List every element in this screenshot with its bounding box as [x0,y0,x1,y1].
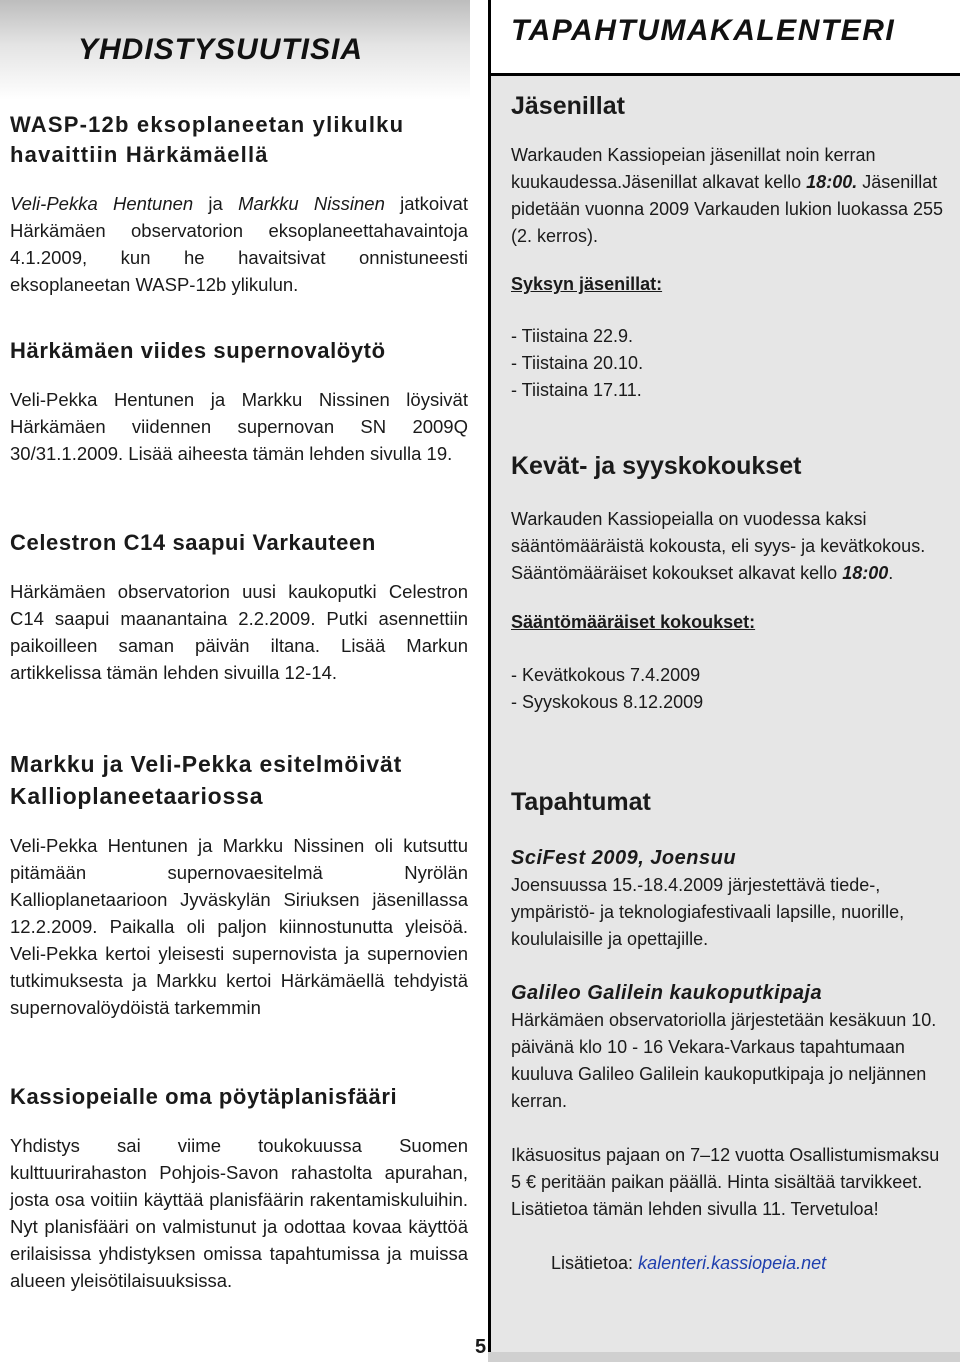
section-body: Warkauden Kassiopeialla on vuodessa kaksi sääntömääräistä kokousta, eli syys- ja kevätkokous. Sääntömääräiset kokoukset alkavat kello 18:00. [511,509,926,583]
article-body: Veli-Pekka Hentunen ja Markku Nissinen oli kutsuttu pitämään supernovaesitelmä Nyrölän Kallioplanetaarioon Jyväskylän Siriuksen jäsenillassa 12.2.2009. Paikalla oli paljon kiinnostunutta yleisöä. Veli-Pekka kertoi yleisesti supernovista ja supernovien tutkimuksesta ja Markku kertoi Härkämäellä tehdyistä supernovalöydöistä tarkemmin [10,835,468,1018]
section-heading: Kevät- ja syyskokoukset [511,452,802,480]
article-supernova [10,336,468,467]
info-line: Lisätietoa: kalenteri.kassiopeia.net [551,1253,827,1273]
event-body: Joensuussa 15.-18.4.2009 järjestettävä tiede-, ympäristö- ja teknologiafestivaali lapsille, nuorille, koululaisille ja opettajille. [511,875,905,949]
article-title: Markku ja Veli-Pekka esitelmöivät Kallioplaneetaariossa [10,751,403,809]
page-number: 5 [475,1336,487,1358]
article-esitelma [10,748,468,1021]
article-title: WASP-12b eksoplaneetan ylikulku havaittiin Härkämäellä [10,112,405,167]
event-body: Härkämäen observatoriolla järjestetään kesäkuun 10. päivänä klo 10 - 16 Vekara-Varkaus tapahtumaan kuuluva Galileo Galilein kaukoputkipaja jo neljännen kerran. [511,1010,937,1111]
calendar-title: TAPAHTUMAKALENTERI [511,14,896,47]
article-planisfaari [10,1082,468,1294]
event-body: Ikäsuositus pajaan on 7–12 vuotta Osallistumismaksu 5 € peritään paikan päällä. Hinta sisältää tarvikkeet. Lisätietoa tämän lehden sivulla 11. Tervetuloa! [511,1145,940,1219]
article-wasp [10,110,468,298]
article-title: Celestron C14 saapui Varkauteen [10,530,376,555]
article-body: Veli-Pekka Hentunen ja Markku Nissinen löysivät Härkämäen viidennen supernovan SN 2009Q 30/31.1.2009. Lisää aiheesta tämän lehden sivulla 19. [10,389,468,464]
article-body: Yhdistys sai viime toukokuussa Suomen kulttuurirahaston Pohjois-Savon rahastolta apurahan, josta osa voitiin käyttää planisfäärin rakentamiskuluihin. Nyt planisfääri on valmistunut ja odottaa kovaa käyttöä erilaisissa yhdistyksen omissa tapahtumissa ja muissa alueen yleisötilaisuuksissa. [10,1135,468,1291]
list-item: - Tiistaina 20.10. [511,353,644,373]
section-subtitle: Sääntömääräiset kokoukset: [511,612,756,632]
kokoukset-section [511,450,943,716]
article-title: Kassiopeialle oma pöytäplanisfääri [10,1084,398,1109]
article-title: Härkämäen viides supernovalöytö [10,338,386,363]
section-heading: Tapahtumat [511,788,651,816]
section-subtitle: Syksyn jäsenillat: [511,274,663,294]
article-celestron [10,528,468,686]
event-title: SciFest 2009, Joensuu [511,847,737,869]
section-header [0,0,470,100]
list-item: - Tiistaina 17.11. [511,380,642,400]
article-body: Härkämäen observatorion uusi kaukoputki Celestron C14 saapui maanantaina 2.2.2009. Putki asennettiin paikoilleen saman päivän iltana. Lisää Markun artikkelissa tämän lehden sivuilla 12-14. [10,581,468,683]
list-item: - Tiistaina 22.9. [511,326,634,346]
jasenillat-section [511,90,943,404]
article-body: Veli-Pekka Hentunen ja Markku Nissinen jatkoivat Härkämäen observatorion eksoplaneettahavaintoja 4.1.2009, kun he havaitsivat onnistuneesti eksoplaneetan WASP-12b ylikulun. [10,193,468,295]
section-heading: Jäsenillat [511,92,625,120]
date-list [511,323,943,404]
event-calendar-panel [488,0,960,1362]
date-list [511,662,943,716]
calendar-link[interactable]: kalenteri.kassiopeia.net [638,1253,827,1273]
section-body: Warkauden Kassiopeian jäsenillat noin kerran kuukaudessa.Jäsenillat alkavat kello 18:00. Jäsenillat pidetään vuonna 2009 Varkauden lukion luokassa 255 (2. kerros). [511,145,943,246]
tapahtumat-section [511,786,943,1277]
calendar-header [491,0,960,76]
list-item: - Kevätkokous 7.4.2009 [511,665,701,685]
bottom-bar [488,1352,960,1362]
list-item: - Syyskokous 8.12.2009 [511,692,704,712]
event-title: Galileo Galilein kaukoputkipaja [511,982,823,1004]
section-title: YHDISTYSUUTISIA [78,33,364,66]
